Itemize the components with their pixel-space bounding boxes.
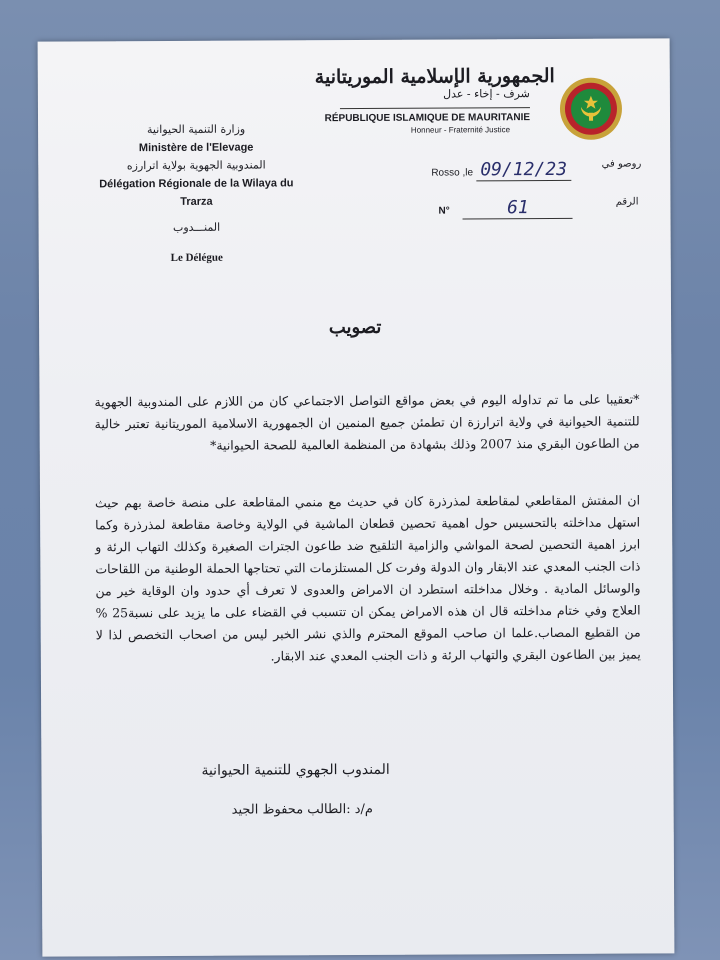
- number-row: [438, 197, 638, 218]
- header-divider: [340, 107, 530, 109]
- number-value: 61: [463, 197, 573, 220]
- signature-role: المندوب الجهوي للتنمية الحيوانية: [201, 761, 390, 779]
- date-row: [431, 159, 641, 180]
- number-label-ar: الرقم: [615, 196, 639, 208]
- mauritania-seal-icon: [559, 77, 623, 141]
- number-label-fr: N°: [438, 205, 450, 217]
- arabic-republic-title: الجمهورية الإسلامية الموريتانية: [314, 64, 555, 89]
- french-motto: Honneur - Fraternité Justice: [410, 125, 511, 135]
- document-title: تصويب: [328, 316, 382, 339]
- date-label-fr: Rosso ,le: [431, 167, 474, 179]
- french-republic-title: RÉPUBLIQUE ISLAMIQUE DE MAURITANIE: [324, 112, 531, 125]
- date-value: 09/12/23: [476, 159, 571, 181]
- ministry-block: [96, 120, 297, 267]
- arabic-ministry: وزارة التنمية الحيوانية: [146, 122, 246, 137]
- arabic-motto: شرف - إخاء - عدل: [443, 87, 530, 101]
- french-ministry: Ministère de l'Elevage: [138, 141, 254, 155]
- french-delegation: Délégation Régionale de la Wilaya du Trarza: [99, 177, 294, 208]
- paragraph-2: ان المفتش المقاطعي لمقاطعة لمذرذرة كان في حديث مع منمي المقاطعة على منصة خاصة بهم حيث استهل مداخلته بالتحسيس حول اهمية تحصين قطعان الماشية في الولاية وخاصة مقاطعة لمذرذرة وكما ابرز اهمية التحصين لصحة المواشي والزامية التلقيح ضد طاعون الجترات الصغيرة وكذلك التهاب الرئة و ذات الجنب المعدي عند الابقار وان الدولة وفرت كل المستلزمات التي تحتاجها الحملة الوطنية من اللقاحات والوسائل المادية . وخلال مداخلته استطرد ان الامراض والعدوى لا تعرف أي حدود وان الوقاية خير من العلاج وفي ختام مداخلته قال ان هذه الامراض يمكن ان تتسبب في القضاء على ما يزيد على نسبة25 % من القطيع المصاب.علما ان صاحب الموقع المحترم والذي نشر الخبر ليس من اصحاب التخصص لذا لا يميز بين الطاعون البقري والتهاب الرئة و ذات الجنب المعدي عند الابقار.: [94, 492, 641, 664]
- arabic-delegation: المندوبية الجهوية بولاية اترارزه: [126, 158, 266, 173]
- paragraph-1: *تعقيبا على ما تم تداوله اليوم في بعض مواقع التواصل الاجتماعي كان من اللازم على المندوبية الجهوية للتنمية الحيوانية في ولاية اترارزة ان تطمئن جميع المنمين ان الجمهورية الاسلامية الموريتانية تعتبر خالية من الطاعون البقري منذ 2007 وذلك بشهادة من المنظمة العالمية للصحة الحيوانية*: [94, 391, 640, 453]
- date-label-ar: روصو في: [601, 158, 642, 170]
- document-page: [38, 38, 675, 956]
- arabic-delegate: المنـــدوب: [172, 220, 221, 234]
- signature-name: م/د :الطالب محفوظ الجيد: [231, 801, 373, 818]
- french-delegate: Le Délégue: [170, 251, 223, 264]
